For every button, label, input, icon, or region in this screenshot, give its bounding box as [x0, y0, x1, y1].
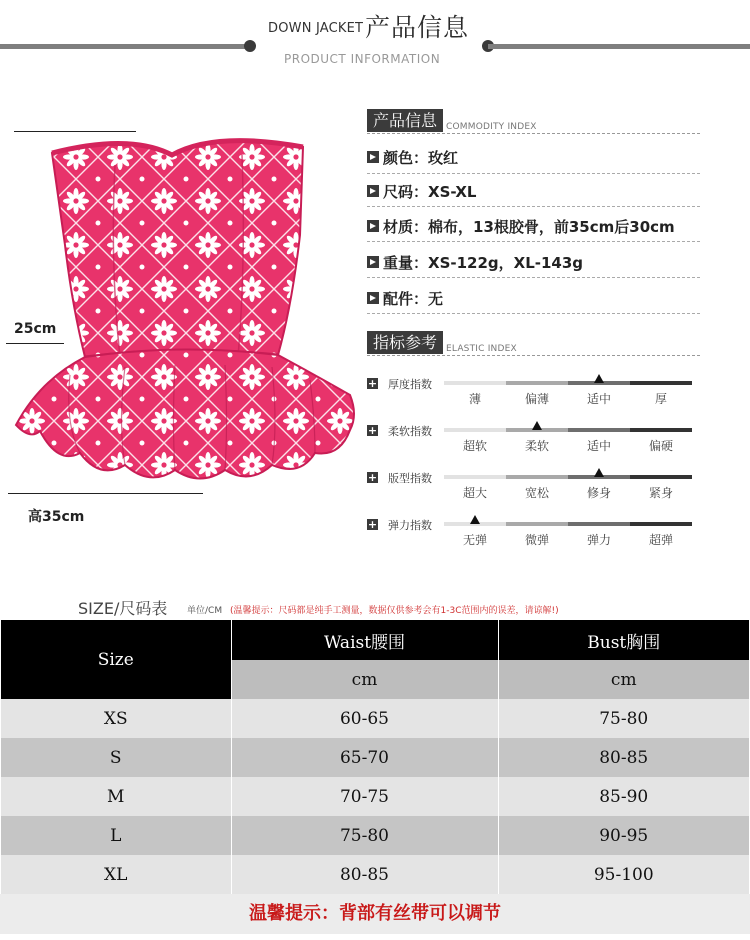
table-row — [1, 777, 749, 816]
arrow-icon — [367, 292, 379, 304]
header-rule-right — [488, 44, 750, 49]
spec-divider — [367, 241, 700, 242]
header-size: Size — [1, 620, 231, 699]
index-option: 偏硬 — [648, 439, 673, 453]
index-option: 无弹 — [462, 533, 487, 547]
index-option: 超大 — [462, 486, 487, 500]
arrow-icon — [367, 151, 379, 163]
index-option: 柔软 — [524, 439, 549, 453]
cell-bust: 95-100 — [498, 855, 749, 894]
cell-size: XS — [1, 699, 231, 738]
cell-waist: 65-70 — [231, 738, 498, 777]
index-row — [367, 425, 697, 461]
index-name: 弹力指数 — [388, 519, 432, 532]
table-header-row — [1, 620, 749, 660]
spec-accessory — [367, 288, 443, 308]
cell-size: M — [1, 777, 231, 816]
size-unit: 单位/CM — [187, 606, 223, 616]
spec-label: 配件：无 — [383, 289, 444, 308]
table-row — [1, 816, 749, 855]
index-row — [367, 519, 697, 555]
tip-text: 温馨提示：背部有丝带可以调节 — [0, 894, 750, 934]
spec-label: 材质：棉布，13根胶骨，前35cm后30cm — [383, 217, 675, 236]
index-marker-icon — [594, 374, 604, 383]
arrow-icon — [367, 185, 379, 197]
spec-label: 尺码：XS-XL — [383, 182, 477, 201]
cell-size: S — [1, 738, 231, 777]
plus-icon: + — [367, 377, 378, 390]
index-row — [367, 472, 697, 508]
spec-label: 重量：XS-122g，XL-143g — [383, 253, 584, 272]
index-marker-icon — [594, 468, 604, 477]
cell-bust: 80-85 — [498, 738, 749, 777]
cell-size: XL — [1, 855, 231, 894]
index-option: 厚 — [654, 392, 667, 406]
index-scale-bar — [444, 522, 692, 526]
unit-bust: cm — [498, 660, 749, 699]
index-marker-icon — [470, 515, 480, 524]
header-title-cn: 产品信息 — [365, 13, 470, 42]
cell-size: L — [1, 816, 231, 855]
index-row — [367, 378, 697, 414]
size-note: (温馨提示：尺码都是纯手工测量，数据仅供参考会有1-3C范围内的误差，请谅解!) — [230, 606, 559, 616]
elastic-header — [367, 331, 517, 354]
cell-bust: 85-90 — [498, 777, 749, 816]
commodity-header — [367, 109, 537, 132]
spec-size — [367, 181, 477, 201]
plus-icon: + — [367, 518, 378, 531]
spec-divider — [367, 313, 700, 314]
arrow-icon — [367, 256, 379, 268]
header-rule-left — [0, 44, 250, 49]
cell-waist: 70-75 — [231, 777, 498, 816]
index-option: 适中 — [586, 392, 611, 406]
dim-line-top — [14, 131, 136, 132]
index-name: 厚度指数 — [388, 378, 432, 391]
size-title: SIZE/尺码表 — [78, 599, 168, 618]
spec-weight — [367, 252, 583, 272]
commodity-tag: 产品信息 — [367, 109, 443, 132]
elastic-tag: 指标参考 — [367, 331, 443, 354]
index-option: 修身 — [586, 486, 611, 500]
arrow-icon — [367, 220, 379, 232]
index-name: 柔软指数 — [388, 425, 432, 438]
index-option: 超软 — [462, 439, 487, 453]
commodity-subtitle: COMMODITY INDEX — [446, 122, 537, 132]
table-row — [1, 855, 749, 894]
commodity-divider — [367, 133, 700, 134]
spec-label: 颜色：玫红 — [383, 148, 459, 167]
index-option: 宽松 — [524, 486, 549, 500]
index-option: 适中 — [586, 439, 611, 453]
index-name: 版型指数 — [388, 472, 432, 485]
plus-icon: + — [367, 471, 378, 484]
elastic-divider — [367, 355, 700, 356]
dim-label-bust: 25cm — [14, 321, 57, 337]
index-scale-bar — [444, 475, 692, 479]
dim-label-height: 高35cm — [28, 509, 85, 525]
header-dot-left — [244, 40, 256, 52]
cell-waist: 80-85 — [231, 855, 498, 894]
index-option: 弹力 — [586, 533, 611, 547]
cell-waist: 60-65 — [231, 699, 498, 738]
index-option: 超弹 — [648, 533, 673, 547]
index-option: 薄 — [468, 392, 481, 406]
header-title-en: DOWN JACKET — [268, 21, 364, 36]
elastic-subtitle: ELASTIC INDEX — [446, 344, 517, 354]
index-option: 紧身 — [648, 486, 673, 500]
cell-bust: 75-80 — [498, 699, 749, 738]
table-row — [1, 738, 749, 777]
spec-divider — [367, 277, 700, 278]
spec-divider — [367, 173, 700, 174]
table-row — [1, 699, 749, 738]
spec-color — [367, 147, 458, 167]
cell-waist: 75-80 — [231, 816, 498, 855]
header-subtitle: PRODUCT INFORMATION — [284, 52, 441, 66]
index-scale-bar — [444, 428, 692, 432]
index-marker-icon — [532, 421, 542, 430]
spec-material — [367, 216, 675, 236]
header-bust: Bust胸围 — [498, 620, 749, 660]
index-scale-bar — [444, 381, 692, 385]
plus-icon: + — [367, 424, 378, 437]
cell-bust: 90-95 — [498, 816, 749, 855]
spec-divider — [367, 206, 700, 207]
product-photo — [10, 135, 360, 495]
unit-waist: cm — [231, 660, 498, 699]
index-option: 偏薄 — [524, 392, 549, 406]
index-option: 微弹 — [524, 533, 549, 547]
header-waist: Waist腰围 — [231, 620, 498, 660]
size-table — [1, 620, 749, 894]
